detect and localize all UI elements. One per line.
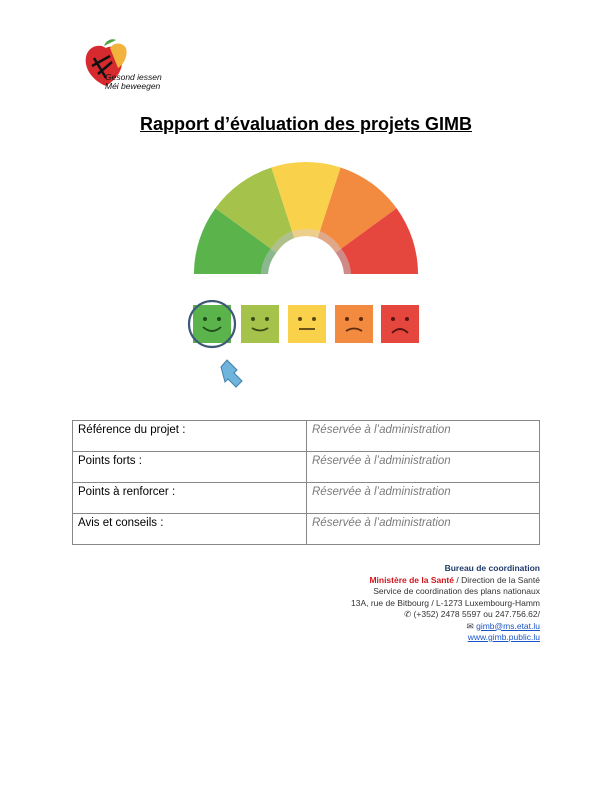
gauge-segments — [194, 162, 418, 274]
row-label: Avis et conseils : — [73, 514, 307, 545]
rating-gauge — [190, 158, 422, 278]
contact-ministry-suffix: / Direction de la Santé — [454, 574, 540, 585]
contact-ministry: Ministère de la Santé — [369, 574, 454, 585]
contact-website-link[interactable]: www.gimb.public.lu — [467, 632, 540, 642]
face-neutral[interactable] — [288, 305, 326, 343]
table-row — [73, 483, 540, 514]
evaluation-table — [72, 420, 540, 545]
row-label: Points forts : — [73, 452, 307, 483]
contact-org: Bureau de coordination — [444, 563, 540, 573]
contact-block — [351, 563, 540, 644]
table-row — [73, 514, 540, 545]
contact-ministry-line — [351, 575, 540, 587]
contact-address: 13A, rue de Bitbourg / L-1273 Luxembourg-Hamm — [351, 597, 540, 608]
row-label: Points à renforcer : — [73, 483, 307, 514]
row-value: Réservée à l’administration — [307, 483, 540, 514]
contact-phone: ✆ (+352) 2478 5597 ou 247.756.62/ — [404, 609, 540, 619]
row-value: Réservée à l’administration — [307, 452, 540, 483]
row-value: Réservée à l’administration — [307, 421, 540, 452]
contact-email-line — [351, 621, 540, 633]
table-row — [73, 421, 540, 452]
mail-icon: ✉ — [466, 620, 474, 631]
logo-text — [105, 73, 162, 91]
row-value: Réservée à l’administration — [307, 514, 540, 545]
logo-line-1: Gesond iessen — [105, 72, 162, 82]
face-poor[interactable] — [335, 305, 373, 343]
rating-faces — [0, 300, 612, 390]
contact-email-link[interactable]: gimb@ms.etat.lu — [476, 620, 540, 631]
face-good[interactable] — [241, 305, 279, 343]
contact-service: Service de coordination des plans nationaux — [373, 586, 540, 596]
logo-line-2: Méi beweegen — [105, 81, 161, 91]
row-label: Référence du projet : — [73, 421, 307, 452]
pointer-arrow-icon — [221, 360, 242, 387]
table-row — [73, 452, 540, 483]
page-title: Rapport d’évaluation des projets GIMB — [139, 114, 473, 134]
face-very-poor[interactable] — [381, 305, 419, 343]
face-very-good[interactable] — [193, 305, 231, 343]
